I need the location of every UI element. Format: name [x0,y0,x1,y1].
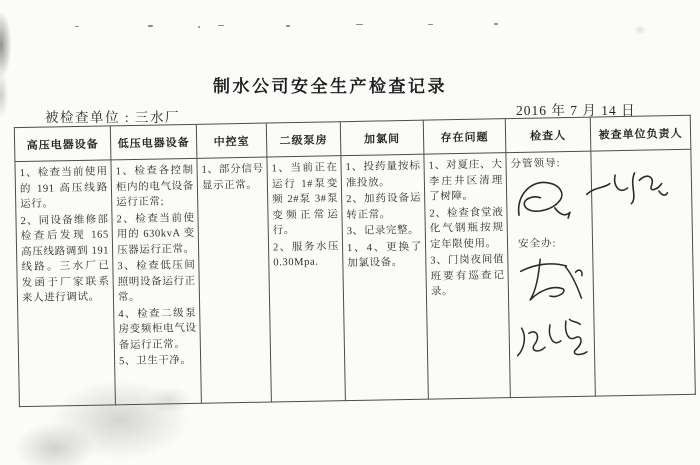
safety-office-label: 安全办: [517,237,557,250]
note-item: 3、记录完整。 [346,224,420,238]
header-problems: 存在问题 [423,119,506,154]
note-item: 4、检查二级泵房变频柜电气设备运行正常。 [118,307,197,351]
scan-speck [494,23,498,25]
note-item: 3、门岗夜间值班要有巡查记录。 [430,254,505,298]
note-item: 1、部分信号显示正常。 [201,163,264,192]
header-control-room: 中控室 [196,123,267,158]
cell-high-voltage [15,160,115,407]
cell-control-room [197,157,271,403]
scan-speck [286,25,290,27]
cell-low-voltage [111,158,201,405]
safety-signature-1-icon [512,253,585,306]
inspection-date: 2016 年 7 月 14 日 [516,103,636,118]
note-item: 2、检查食堂液化气钢瓶按规定年限使用。 [429,206,504,251]
cell-problems [424,153,510,399]
header-high-voltage: 高压电器设备 [14,126,111,162]
note-item: 2、检查当前使用的 630kvA 变压器运行正常。 [116,212,195,256]
scan-speck [356,24,363,25]
page-title: 制水公司安全生产检查记录 [213,77,447,96]
header-unit-head: 被查单位负责人 [590,115,691,151]
header-inspector: 检查人 [505,117,591,153]
note-item: 3、检查低压间照明设备运行正常。 [117,259,196,304]
safety-signature-2-icon [513,313,594,362]
note-item: 1、检查当前使用的 191 高压线路运行。 [19,166,109,211]
cell-chlorination [341,154,428,400]
leader-label: 分管领导: [510,158,561,171]
body-row [15,149,695,406]
note-item: 5、卫生干净。 [119,354,192,368]
note-item: 2、加药设备运转正常。 [346,192,422,221]
inspection-table [14,115,696,407]
leader-signature-icon [511,171,578,230]
scan-speck [218,25,224,26]
inspected-unit-label: 被检查单位 : [45,110,131,125]
unit-head-signature-icon [582,164,671,212]
note-item: 1、检查各控制柜内的电气设备运行正常; [115,164,195,209]
header-low-voltage: 低压电器设备 [110,124,197,160]
note-item: 1、4、更换了加氯设备。 [346,241,423,270]
header-pump-room: 二级泵房 [266,122,341,157]
inspected-unit-line [45,106,180,126]
header-chlorination: 加氯间 [340,120,424,156]
note-item: 1、对夏庄、大李庄井区清理了树障。 [428,159,503,203]
scan-speck [75,26,79,27]
scan-speck [428,24,433,25]
scan-speck [198,26,200,28]
inspection-table-wrap [14,115,696,407]
note-item: 2、服务水压 0.30Mpa. [272,240,340,269]
note-item: 1、投药量按标准投放。 [345,160,421,189]
note-item: 1、当前正在运行 1#泵变频 2#泵 3#泵变频正常运行。 [271,162,339,237]
cell-unit-head [591,149,695,396]
cell-pump-room [267,156,345,402]
scan-speck [148,25,153,27]
note-item: 2、同设备维修部检查后发现 165 高压线路调到 191 线路。三水厂已发函于厂家联系来人进行调试。 [20,213,110,305]
inspected-unit-value: 三水厂 [135,110,181,125]
